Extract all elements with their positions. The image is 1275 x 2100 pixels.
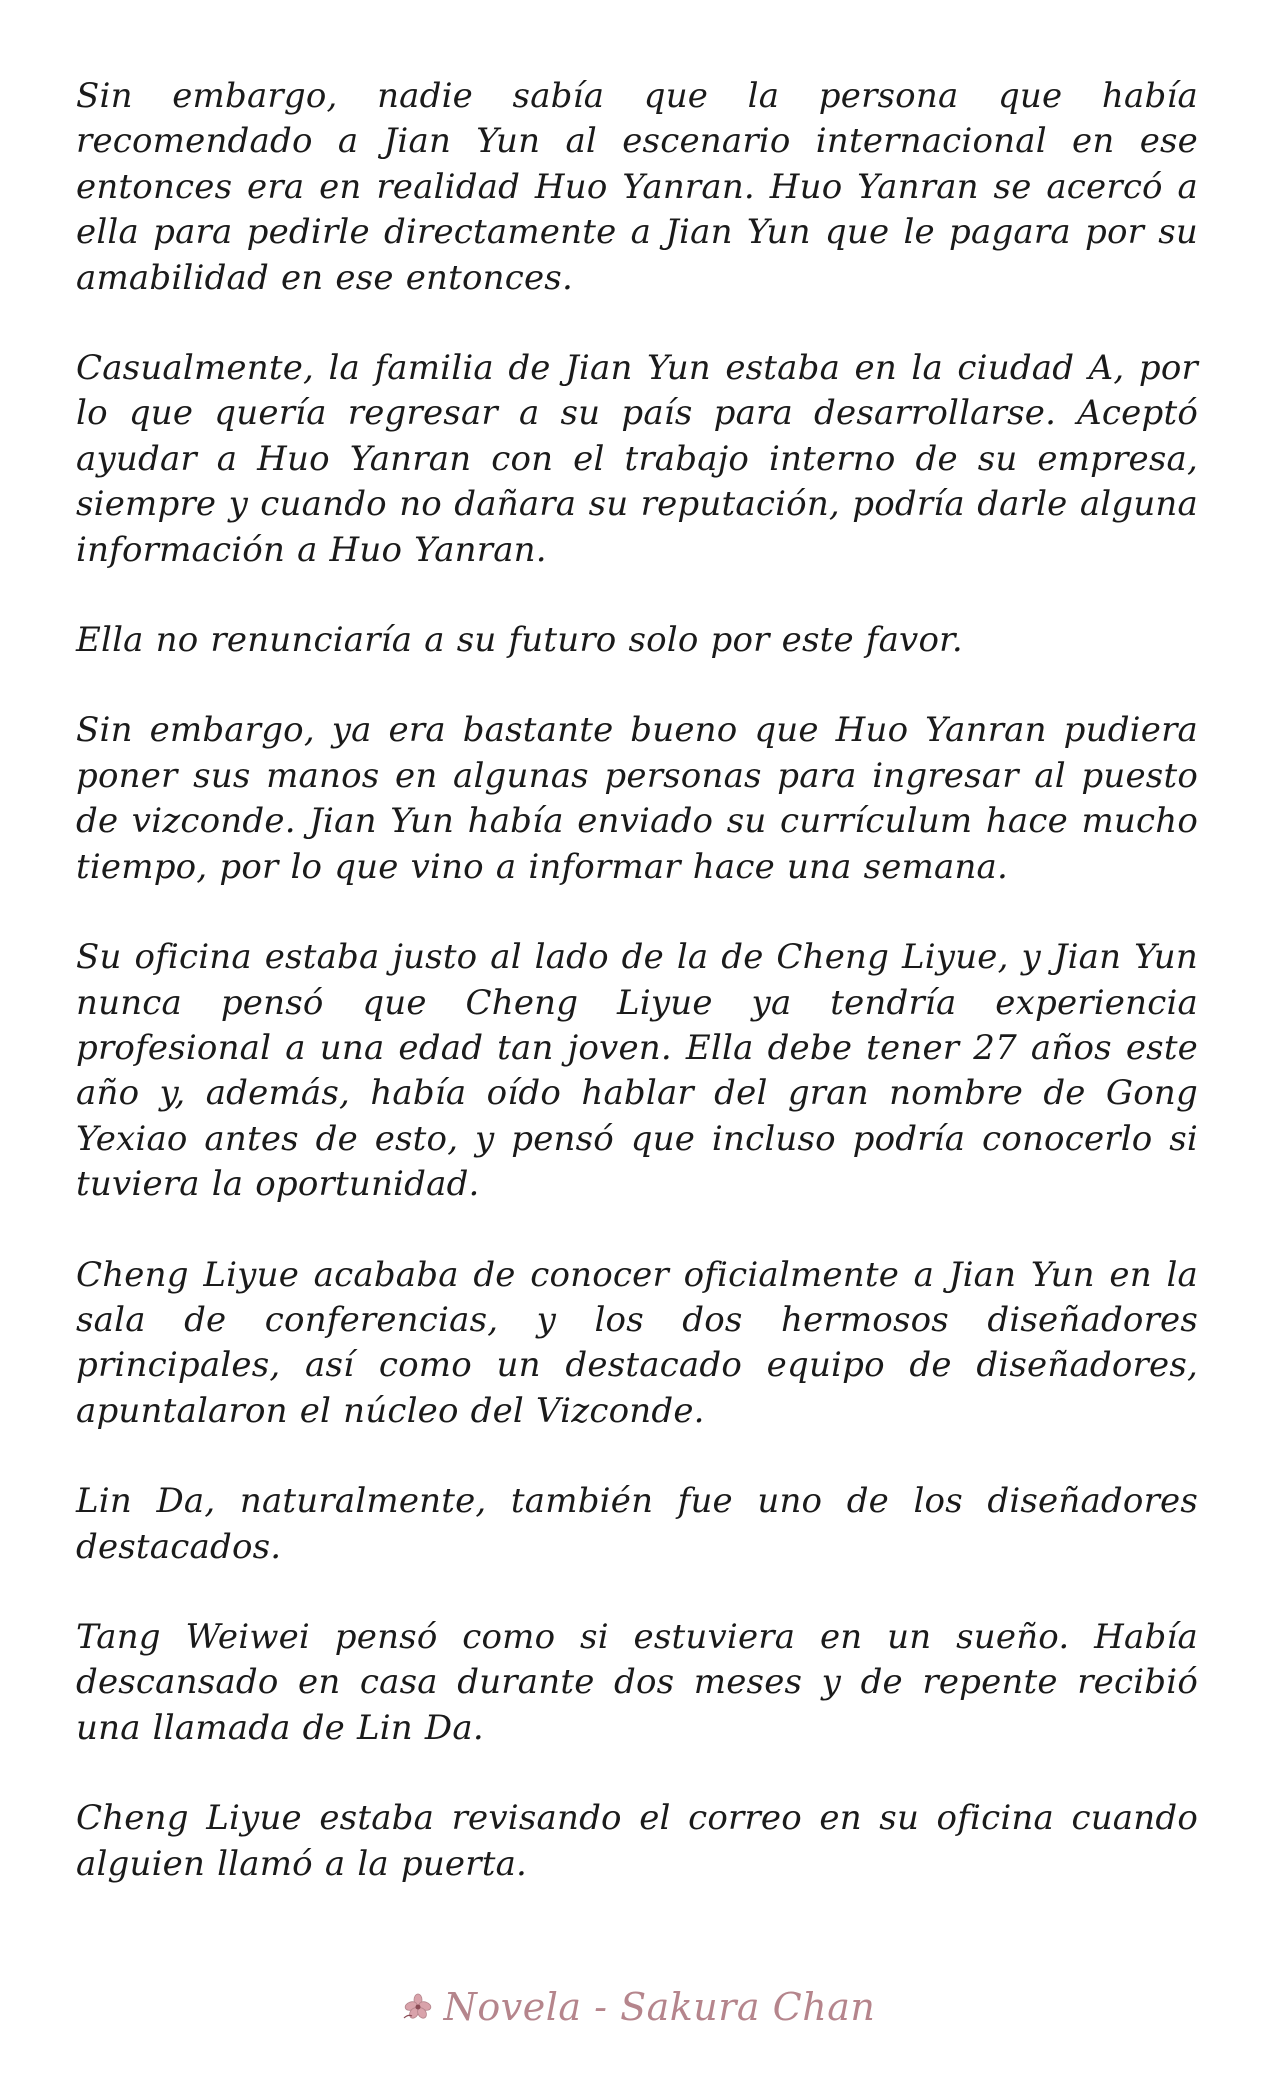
- paragraph-3: Ella no renunciaría a su futuro solo por este favor.: [76, 620, 963, 661]
- paragraph-9: Cheng Liyue estaba revisando el correo en su oficina cuando alguien llamó a la puerta.: [76, 1798, 1198, 1884]
- document-body: [76, 74, 1198, 1932]
- paragraph-6: Cheng Liyue acababa de conocer oficialmente a Jian Yun en la sala de conferencias, y los dos hermosos diseñadores principales, así como un destacado equipo de diseñadores, apuntalaron el núcleo del Vizconde.: [76, 1254, 1198, 1431]
- paragraph-2: Casualmente, la familia de Jian Yun estaba en la ciudad A, por lo que quería regresar a su país para desarrollarse. Aceptó ayudar a Huo Yanran con el trabajo interno de su empresa, siempre y cuando no dañara su reputación, podría darle alguna información a Huo Yanran.: [76, 348, 1198, 570]
- paragraph-5: Su oficina estaba justo al lado de la de Cheng Liyue, y Jian Yun nunca pensó que Cheng Liyue ya tendría experiencia profesional a una edad tan joven. Ella debe tener 27 años este año y, además, había oído hablar del gran nombre de Gong Yexiao antes de esto, y pensó que incluso podría conocerlo si tuviera la oportunidad.: [76, 937, 1198, 1205]
- paragraph-1: Sin embargo, nadie sabía que la persona que había recomendado a Jian Yun al escenario internacional en ese entonces era en realidad Huo Yanran. Huo Yanran se acercó a ella para pedirle directamente a Jian Yun que le pagara por su amabilidad en ese entonces.: [76, 76, 1198, 298]
- watermark: [0, 1985, 1275, 2029]
- paragraph-8: Tang Weiwei pensó como si estuviera en un sueño. Había descansado en casa durante dos meses y de repente recibió una llamada de Lin Da.: [76, 1616, 1198, 1748]
- sakura-flower-icon: [400, 1992, 436, 2022]
- paragraph-4: Sin embargo, ya era bastante bueno que Huo Yanran pudiera poner sus manos en algunas personas para ingresar al puesto de vizconde. Jian Yun había enviado su currículum hace mucho tiempo, por lo que vino a informar hace una semana.: [76, 710, 1198, 887]
- paragraph-7: Lin Da, naturalmente, también fue uno de los diseñadores destacados.: [76, 1481, 1198, 1567]
- watermark-text: Novela - Sakura Chan: [443, 1985, 876, 2029]
